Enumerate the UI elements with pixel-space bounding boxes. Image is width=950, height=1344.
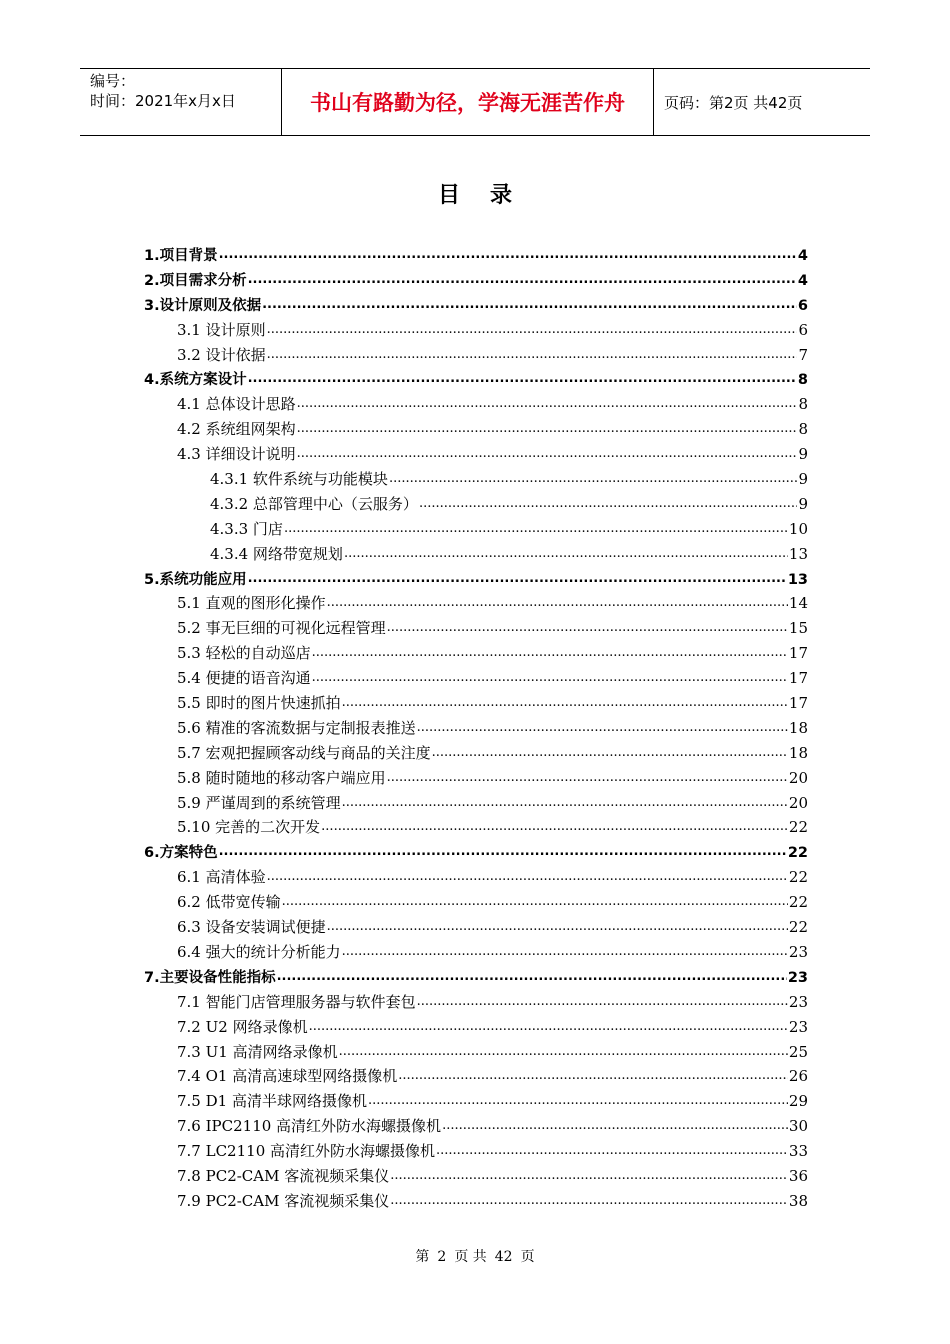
toc-entry-page: 10 (788, 519, 808, 538)
toc-entry-label: 7.3 U1 高清网络录像机 (177, 1042, 338, 1061)
toc-entry-page: 18 (788, 718, 808, 737)
toc-entry-label: 4.3.2 总部管理中心（云服务） (210, 494, 418, 513)
toc-entry-page: 30 (788, 1117, 808, 1136)
toc-entry[interactable] (144, 891, 808, 916)
toc-entry-page: 33 (788, 1142, 808, 1161)
toc-leader-dots (344, 544, 788, 559)
toc-leader-dots (309, 1017, 788, 1032)
toc-entry-page: 23 (788, 1017, 808, 1036)
toc-entry-label: 6.1 高清体验 (177, 868, 266, 887)
toc-entry[interactable] (144, 841, 808, 866)
header-time-label: 时间：2021年x月x日 (90, 92, 236, 110)
toc-entry[interactable] (144, 543, 808, 568)
toc-entry-label: 7.2 U2 网络录像机 (177, 1017, 308, 1036)
toc-leader-dots (321, 817, 788, 832)
toc-entry[interactable] (144, 866, 808, 891)
toc-entry[interactable] (144, 692, 808, 717)
toc-entry-page: 8 (798, 420, 808, 439)
toc-entry[interactable] (144, 393, 808, 418)
header-meta (80, 69, 282, 135)
toc-leader-dots (342, 693, 788, 708)
toc-entry[interactable] (144, 1090, 808, 1115)
toc-entry[interactable] (144, 642, 808, 667)
toc-entry-label: 7.1 智能门店管理服务器与软件套包 (177, 992, 416, 1011)
toc-leader-dots (297, 419, 798, 434)
toc-entry-page: 6 (797, 297, 808, 314)
toc-leader-dots (387, 768, 788, 783)
toc-entry-page: 22 (788, 918, 808, 937)
toc-leader-dots (442, 1116, 788, 1131)
toc-leader-dots (219, 843, 787, 858)
toc-entry-label: 7.5 D1 高清半球网络摄像机 (177, 1092, 367, 1111)
footer-current-page: 2 (437, 1249, 447, 1265)
toc-leader-dots (327, 593, 788, 608)
toc-leader-dots (368, 1091, 788, 1106)
toc-entry-label: 7.主要设备性能指标 (144, 969, 276, 986)
toc-entry-page: 8 (798, 395, 808, 414)
toc-entry[interactable] (144, 1065, 808, 1090)
footer-prefix: 第 (415, 1249, 430, 1265)
toc-entry-page: 13 (788, 544, 808, 563)
toc-entry-label: 3.设计原则及依据 (144, 297, 262, 314)
toc-entry-page: 22 (787, 845, 808, 862)
toc-entry-label: 4.3 详细设计说明 (177, 445, 296, 464)
table-of-contents (144, 244, 808, 1215)
toc-leader-dots (312, 668, 788, 683)
toc-entry-page: 9 (798, 494, 808, 513)
toc-entry-label: 5.4 便捷的语音沟通 (177, 669, 311, 688)
toc-leader-dots (248, 569, 787, 584)
toc-entry[interactable] (144, 592, 808, 617)
toc-entry[interactable] (144, 443, 808, 468)
toc-entry-label: 5.9 严谨周到的系统管理 (177, 793, 341, 812)
toc-entry-label: 4.系统方案设计 (144, 372, 247, 389)
toc-entry[interactable] (144, 493, 808, 518)
toc-leader-dots (432, 743, 788, 758)
toc-entry-page: 17 (788, 694, 808, 713)
toc-entry-label: 7.6 IPC2110 高清红外防水海螺摄像机 (177, 1117, 442, 1136)
toc-entry-page: 4 (797, 272, 808, 289)
toc-entry[interactable] (144, 269, 808, 294)
toc-entry[interactable] (144, 568, 808, 593)
toc-leader-dots (312, 643, 788, 658)
toc-entry-page: 22 (788, 868, 808, 887)
toc-leader-dots (389, 469, 798, 484)
toc-entry-label: 5.10 完善的二次开发 (177, 818, 321, 837)
toc-entry-page: 17 (788, 644, 808, 663)
toc-entry-label: 7.9 PC2-CAM 客流视频采集仪 (177, 1191, 390, 1210)
toc-entry[interactable] (144, 468, 808, 493)
header-page-info: 页码：第2页 共42页 (664, 93, 803, 112)
toc-entry[interactable] (144, 1190, 808, 1215)
page-header (80, 68, 870, 136)
toc-entry[interactable] (144, 767, 808, 792)
toc-entry-label: 3.2 设计依据 (177, 345, 266, 364)
toc-leader-dots (339, 1042, 788, 1057)
toc-entry[interactable] (144, 294, 808, 319)
footer-suffix: 页 (520, 1249, 535, 1265)
toc-entry[interactable] (144, 941, 808, 966)
toc-entry[interactable] (144, 717, 808, 742)
toc-entry[interactable] (144, 368, 808, 393)
toc-entry-label: 5.3 轻松的自动巡店 (177, 644, 311, 663)
toc-leader-dots (390, 1191, 788, 1206)
toc-entry-page: 18 (788, 743, 808, 762)
toc-entry-label: 7.8 PC2-CAM 客流视频采集仪 (177, 1166, 390, 1185)
toc-entry[interactable] (144, 667, 808, 692)
toc-leader-dots (417, 992, 788, 1007)
toc-leader-dots (284, 519, 788, 534)
toc-entry-page: 4 (797, 248, 808, 264)
toc-entry[interactable] (144, 1115, 808, 1140)
toc-entry-page: 23 (787, 969, 808, 986)
toc-entry-page: 36 (788, 1166, 808, 1185)
header-number-label: 编号： (90, 72, 136, 90)
toc-entry-label: 6.3 设备安装调试便捷 (177, 918, 326, 937)
toc-entry-page: 15 (788, 619, 808, 638)
toc-entry-label: 4.1 总体设计思路 (177, 395, 296, 414)
toc-entry[interactable] (144, 344, 808, 369)
toc-leader-dots (398, 1066, 788, 1081)
toc-entry-label: 7.4 O1 高清高速球型网络摄像机 (177, 1067, 398, 1086)
toc-entry-label: 4.3.4 网络带宽规划 (210, 544, 343, 563)
toc-entry[interactable] (144, 966, 808, 991)
toc-leader-dots (267, 320, 798, 335)
page-footer (0, 1246, 950, 1266)
toc-leader-dots (267, 345, 798, 360)
toc-entry[interactable] (144, 617, 808, 642)
toc-entry-label: 4.3.1 软件系统与功能模块 (210, 470, 388, 489)
toc-entry-label: 5.8 随时随地的移动客户端应用 (177, 768, 386, 787)
toc-leader-dots (248, 270, 797, 285)
toc-leader-dots (342, 942, 788, 957)
toc-entry-label: 6.2 低带宽传输 (177, 893, 281, 912)
toc-leader-dots (327, 917, 788, 932)
toc-entry[interactable] (144, 1041, 808, 1066)
toc-entry-page: 25 (788, 1042, 808, 1061)
toc-entry-page: 20 (788, 768, 808, 787)
toc-entry[interactable] (144, 816, 808, 841)
toc-entry[interactable] (144, 418, 808, 443)
toc-entry[interactable] (144, 244, 808, 269)
toc-entry-page: 14 (788, 594, 808, 613)
toc-entry-label: 5.7 宏观把握顾客动线与商品的关注度 (177, 743, 431, 762)
toc-entry-label: 5.5 即时的图片快速抓拍 (177, 694, 341, 713)
toc-leader-dots (297, 444, 798, 459)
toc-entry-page: 22 (788, 893, 808, 912)
toc-entry-page: 7 (798, 345, 808, 364)
toc-leader-dots (282, 892, 788, 907)
toc-entry-page: 29 (788, 1092, 808, 1111)
toc-entry[interactable] (144, 1016, 808, 1041)
toc-entry-label: 5.1 直观的图形化操作 (177, 594, 326, 613)
footer-mid: 页 共 (454, 1249, 487, 1265)
toc-entry-page: 23 (788, 992, 808, 1011)
toc-title: 目录 (437, 183, 542, 208)
toc-entry-label: 6.方案特色 (144, 845, 218, 862)
toc-leader-dots (390, 1166, 788, 1181)
toc-leader-dots (417, 718, 788, 733)
toc-entry-page: 38 (788, 1191, 808, 1210)
toc-entry-label: 1.项目背景 (144, 248, 218, 264)
toc-leader-dots (267, 867, 788, 882)
toc-entry-page: 17 (788, 669, 808, 688)
toc-entry-label: 5.系统功能应用 (144, 571, 247, 588)
toc-leader-dots (262, 295, 797, 310)
header-motto: 书山有路勤为径，学海无涯苦作舟 (282, 69, 654, 135)
toc-entry-page: 20 (788, 793, 808, 812)
toc-leader-dots (342, 793, 788, 808)
toc-leader-dots (219, 246, 797, 261)
toc-entry-page: 23 (788, 942, 808, 961)
toc-entry-label: 5.2 事无巨细的可视化远程管理 (177, 619, 386, 638)
toc-leader-dots (297, 394, 798, 409)
toc-entry-page: 13 (787, 571, 808, 588)
toc-entry[interactable] (144, 916, 808, 941)
toc-entry[interactable] (144, 792, 808, 817)
toc-leader-dots (248, 370, 797, 385)
toc-leader-dots (436, 1141, 788, 1156)
toc-entry-label: 7.7 LC2110 高清红外防水海螺摄像机 (177, 1142, 436, 1161)
toc-entry-label: 3.1 设计原则 (177, 320, 266, 339)
toc-entry-label: 4.3.3 门店 (210, 519, 283, 538)
toc-entry[interactable] (144, 742, 808, 767)
toc-entry-page: 9 (798, 470, 808, 489)
footer-total-pages: 42 (494, 1249, 513, 1265)
toc-entry[interactable] (144, 1140, 808, 1165)
toc-entry[interactable] (144, 1165, 808, 1190)
toc-leader-dots (277, 967, 787, 982)
toc-entry-page: 22 (788, 818, 808, 837)
toc-entry-label: 2.项目需求分析 (144, 272, 247, 289)
toc-entry-label: 6.4 强大的统计分析能力 (177, 942, 341, 961)
toc-entry[interactable] (144, 319, 808, 344)
toc-entry-page: 9 (798, 445, 808, 464)
toc-entry-page: 8 (797, 372, 808, 389)
toc-entry-page: 26 (788, 1067, 808, 1086)
toc-entry-page: 6 (798, 320, 808, 339)
toc-entry[interactable] (144, 518, 808, 543)
toc-entry[interactable] (144, 991, 808, 1016)
toc-leader-dots (419, 494, 798, 509)
toc-leader-dots (387, 618, 788, 633)
toc-entry-label: 5.6 精准的客流数据与定制报表推送 (177, 718, 416, 737)
toc-entry-label: 4.2 系统组网架构 (177, 420, 296, 439)
